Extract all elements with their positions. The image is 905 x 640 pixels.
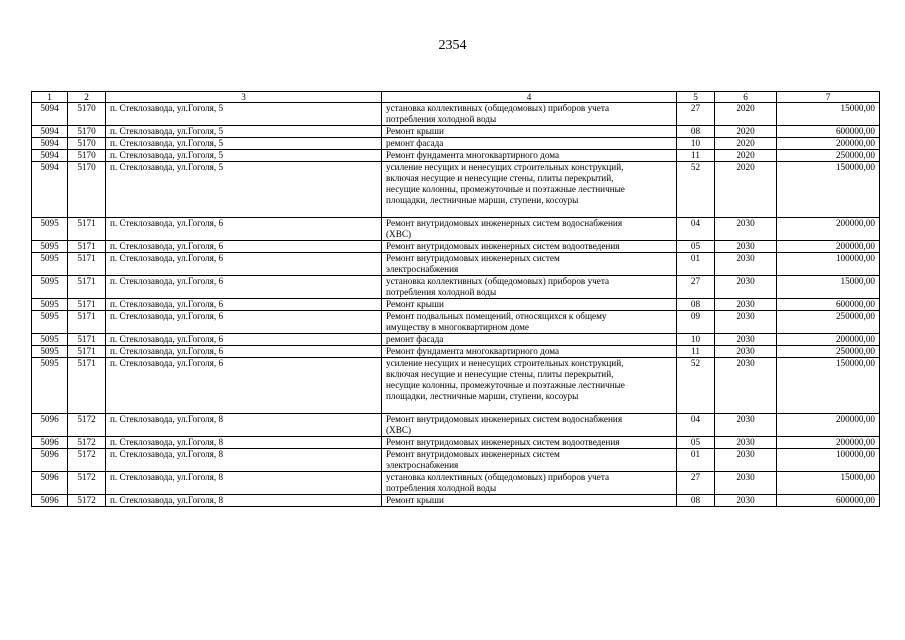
table-row xyxy=(32,276,880,299)
work-code-cell: 10 xyxy=(677,334,715,346)
work-description-line: (ХВС) xyxy=(386,425,412,435)
cost-cell: 200000,00 xyxy=(777,138,880,150)
year-cell: 2030 xyxy=(715,218,777,241)
year-cell: 2030 xyxy=(715,299,777,311)
address-cell: п. Стеклозавода, ул.Гоголя, 8 xyxy=(106,449,382,472)
work-description-line: имуществу в многоквартирном доме xyxy=(386,322,529,332)
work-code-cell: 11 xyxy=(677,346,715,358)
table-row xyxy=(32,472,880,495)
work-description-line: включая несущие и ненесущие стены, плиты перекрытий, xyxy=(386,369,614,379)
work-description-cell xyxy=(382,138,677,150)
year-cell: 2030 xyxy=(715,449,777,472)
work-code-cell: 27 xyxy=(677,276,715,299)
table-row xyxy=(32,126,880,138)
address-cell: п. Стеклозавода, ул.Гоголя, 6 xyxy=(106,346,382,358)
work-code-cell: 11 xyxy=(677,150,715,162)
year-cell: 2030 xyxy=(715,311,777,334)
address-cell: п. Стеклозавода, ул.Гоголя, 5 xyxy=(106,138,382,150)
work-code-cell: 08 xyxy=(677,126,715,138)
column-header: 2 xyxy=(68,92,106,103)
item-number-cell: 5094 xyxy=(32,126,68,138)
cost-cell: 150000,00 xyxy=(777,358,880,414)
address-cell: п. Стеклозавода, ул.Гоголя, 6 xyxy=(106,253,382,276)
house-code-cell: 5172 xyxy=(68,437,106,449)
page-number: 2354 xyxy=(438,38,467,53)
work-code-cell: 09 xyxy=(677,311,715,334)
cost-cell: 150000,00 xyxy=(777,162,880,218)
work-code-cell: 52 xyxy=(677,162,715,218)
work-description-line: Ремонт внутридомовых инженерных систем водоотведения xyxy=(386,241,620,251)
work-description-line: площадки, лестничные марши, ступени, косоуры xyxy=(386,195,579,205)
house-code-cell: 5171 xyxy=(68,299,106,311)
year-cell: 2030 xyxy=(715,414,777,437)
year-cell: 2030 xyxy=(715,276,777,299)
work-description-line: ремонт фасада xyxy=(386,138,444,148)
work-description-line: (ХВС) xyxy=(386,229,412,239)
cost-cell: 250000,00 xyxy=(777,150,880,162)
cost-cell: 250000,00 xyxy=(777,346,880,358)
table-row xyxy=(32,162,880,218)
work-description-line: установка коллективных (общедомовых) приборов учета xyxy=(386,276,610,286)
house-code-cell: 5170 xyxy=(68,126,106,138)
house-code-cell: 5171 xyxy=(68,241,106,253)
house-code-cell: 5170 xyxy=(68,150,106,162)
table-row xyxy=(32,358,880,414)
cost-cell: 15000,00 xyxy=(777,103,880,126)
work-description-line: ремонт фасада xyxy=(386,334,444,344)
item-number-cell: 5094 xyxy=(32,150,68,162)
table-row xyxy=(32,150,880,162)
address-cell: п. Стеклозавода, ул.Гоголя, 6 xyxy=(106,334,382,346)
item-number-cell: 5095 xyxy=(32,218,68,241)
work-description-line: усиление несущих и ненесущих строительных конструкций, xyxy=(386,358,624,368)
work-code-cell: 27 xyxy=(677,103,715,126)
year-cell: 2030 xyxy=(715,437,777,449)
work-description-cell xyxy=(382,334,677,346)
work-description-cell xyxy=(382,414,677,437)
house-code-cell: 5171 xyxy=(68,358,106,414)
work-description-line: несущие колонны, промежуточные и поэтажные лестничные xyxy=(386,380,625,390)
item-number-cell: 5094 xyxy=(32,162,68,218)
table-row xyxy=(32,437,880,449)
house-code-cell: 5172 xyxy=(68,414,106,437)
work-description-cell xyxy=(382,150,677,162)
cost-cell: 250000,00 xyxy=(777,311,880,334)
address-cell: п. Стеклозавода, ул.Гоголя, 6 xyxy=(106,299,382,311)
year-cell: 2020 xyxy=(715,126,777,138)
column-header: 4 xyxy=(382,92,677,103)
column-header: 5 xyxy=(677,92,715,103)
table-row xyxy=(32,253,880,276)
item-number-cell: 5096 xyxy=(32,495,68,507)
cost-cell: 15000,00 xyxy=(777,276,880,299)
year-cell: 2020 xyxy=(715,150,777,162)
address-cell: п. Стеклозавода, ул.Гоголя, 8 xyxy=(106,437,382,449)
work-description-line: Ремонт фундамента многоквартирного дома xyxy=(386,346,560,356)
item-number-cell: 5095 xyxy=(32,241,68,253)
house-code-cell: 5172 xyxy=(68,472,106,495)
address-cell: п. Стеклозавода, ул.Гоголя, 5 xyxy=(106,126,382,138)
table-row xyxy=(32,449,880,472)
work-description-cell xyxy=(382,311,677,334)
work-description-line: Ремонт крыши xyxy=(386,495,444,505)
column-header: 6 xyxy=(715,92,777,103)
address-cell: п. Стеклозавода, ул.Гоголя, 5 xyxy=(106,150,382,162)
house-code-cell: 5171 xyxy=(68,276,106,299)
work-code-cell: 10 xyxy=(677,138,715,150)
cost-cell: 100000,00 xyxy=(777,253,880,276)
work-description-cell xyxy=(382,449,677,472)
cost-cell: 600000,00 xyxy=(777,495,880,507)
work-description-cell xyxy=(382,472,677,495)
house-code-cell: 5170 xyxy=(68,138,106,150)
work-description-line: Ремонт крыши xyxy=(386,126,444,136)
work-code-cell: 05 xyxy=(677,241,715,253)
address-cell: п. Стеклозавода, ул.Гоголя, 5 xyxy=(106,103,382,126)
house-code-cell: 5172 xyxy=(68,449,106,472)
work-code-cell: 04 xyxy=(677,414,715,437)
year-cell: 2030 xyxy=(715,253,777,276)
year-cell: 2030 xyxy=(715,495,777,507)
item-number-cell: 5096 xyxy=(32,414,68,437)
work-description-cell xyxy=(382,103,677,126)
work-code-cell: 08 xyxy=(677,299,715,311)
cost-cell: 200000,00 xyxy=(777,218,880,241)
work-description-cell xyxy=(382,299,677,311)
header-row xyxy=(32,92,880,103)
table-row xyxy=(32,495,880,507)
work-description-line: площадки, лестничные марши, ступени, косоуры xyxy=(386,391,579,401)
work-code-cell: 27 xyxy=(677,472,715,495)
table-row xyxy=(32,103,880,126)
address-cell: п. Стеклозавода, ул.Гоголя, 8 xyxy=(106,495,382,507)
item-number-cell: 5095 xyxy=(32,299,68,311)
work-description-line: Ремонт внутридомовых инженерных систем xyxy=(386,253,560,263)
work-description-line: потребления холодной воды xyxy=(386,483,497,493)
work-description-cell xyxy=(382,276,677,299)
work-description-line: потребления холодной воды xyxy=(386,114,497,124)
house-code-cell: 5171 xyxy=(68,346,106,358)
item-number-cell: 5096 xyxy=(32,472,68,495)
house-code-cell: 5172 xyxy=(68,495,106,507)
item-number-cell: 5095 xyxy=(32,253,68,276)
works-table xyxy=(31,91,880,507)
house-code-cell: 5171 xyxy=(68,311,106,334)
work-code-cell: 05 xyxy=(677,437,715,449)
address-cell: п. Стеклозавода, ул.Гоголя, 6 xyxy=(106,241,382,253)
work-description-line: потребления холодной воды xyxy=(386,287,497,297)
column-header: 1 xyxy=(32,92,68,103)
house-code-cell: 5171 xyxy=(68,253,106,276)
work-description-line: Ремонт подвальных помещений, относящихся к общему xyxy=(386,311,607,321)
cost-cell: 200000,00 xyxy=(777,414,880,437)
work-description-line: несущие колонны, промежуточные и поэтажные лестничные xyxy=(386,184,625,194)
year-cell: 2030 xyxy=(715,346,777,358)
work-description-line: электроснабжения xyxy=(386,264,459,274)
item-number-cell: 5095 xyxy=(32,311,68,334)
item-number-cell: 5095 xyxy=(32,346,68,358)
work-description-cell xyxy=(382,162,677,218)
year-cell: 2020 xyxy=(715,138,777,150)
item-number-cell: 5096 xyxy=(32,449,68,472)
work-description-line: усиление несущих и ненесущих строительных конструкций, xyxy=(386,162,624,172)
work-description-line: установка коллективных (общедомовых) приборов учета xyxy=(386,103,610,113)
year-cell: 2020 xyxy=(715,103,777,126)
house-code-cell: 5170 xyxy=(68,162,106,218)
cost-cell: 200000,00 xyxy=(777,334,880,346)
work-description-line: Ремонт внутридомовых инженерных систем xyxy=(386,449,560,459)
cost-cell: 600000,00 xyxy=(777,299,880,311)
item-number-cell: 5094 xyxy=(32,138,68,150)
table-row xyxy=(32,218,880,241)
item-number-cell: 5095 xyxy=(32,334,68,346)
cost-cell: 200000,00 xyxy=(777,437,880,449)
work-description-line: Ремонт внутридомовых инженерных систем водоотведения xyxy=(386,437,620,447)
address-cell: п. Стеклозавода, ул.Гоголя, 6 xyxy=(106,311,382,334)
year-cell: 2030 xyxy=(715,334,777,346)
work-code-cell: 01 xyxy=(677,449,715,472)
work-description-cell xyxy=(382,437,677,449)
work-description-line: электроснабжения xyxy=(386,460,459,470)
year-cell: 2020 xyxy=(715,162,777,218)
work-description-cell xyxy=(382,346,677,358)
cost-cell: 15000,00 xyxy=(777,472,880,495)
year-cell: 2030 xyxy=(715,241,777,253)
house-code-cell: 5171 xyxy=(68,218,106,241)
table-row xyxy=(32,414,880,437)
item-number-cell: 5095 xyxy=(32,358,68,414)
work-description-line: установка коллективных (общедомовых) приборов учета xyxy=(386,472,610,482)
work-description-cell xyxy=(382,126,677,138)
work-description-cell xyxy=(382,218,677,241)
table-row xyxy=(32,334,880,346)
item-number-cell: 5094 xyxy=(32,103,68,126)
work-description-line: Ремонт внутридомовых инженерных систем водоснабжения xyxy=(386,218,623,228)
cost-cell: 600000,00 xyxy=(777,126,880,138)
table-row xyxy=(32,346,880,358)
column-header: 7 xyxy=(777,92,880,103)
cost-cell: 200000,00 xyxy=(777,241,880,253)
work-code-cell: 04 xyxy=(677,218,715,241)
table-row xyxy=(32,138,880,150)
house-code-cell: 5171 xyxy=(68,334,106,346)
work-description-cell xyxy=(382,358,677,414)
item-number-cell: 5095 xyxy=(32,276,68,299)
table-row xyxy=(32,299,880,311)
work-description-line: включая несущие и ненесущие стены, плиты перекрытий, xyxy=(386,173,614,183)
address-cell: п. Стеклозавода, ул.Гоголя, 5 xyxy=(106,162,382,218)
address-cell: п. Стеклозавода, ул.Гоголя, 6 xyxy=(106,276,382,299)
column-header: 3 xyxy=(106,92,382,103)
address-cell: п. Стеклозавода, ул.Гоголя, 6 xyxy=(106,218,382,241)
table-row xyxy=(32,241,880,253)
work-description-cell xyxy=(382,495,677,507)
cost-cell: 100000,00 xyxy=(777,449,880,472)
address-cell: п. Стеклозавода, ул.Гоголя, 6 xyxy=(106,358,382,414)
house-code-cell: 5170 xyxy=(68,103,106,126)
work-code-cell: 01 xyxy=(677,253,715,276)
work-description-cell xyxy=(382,253,677,276)
work-code-cell: 52 xyxy=(677,358,715,414)
work-description-line: Ремонт крыши xyxy=(386,299,444,309)
work-description-cell xyxy=(382,241,677,253)
address-cell: п. Стеклозавода, ул.Гоголя, 8 xyxy=(106,414,382,437)
address-cell: п. Стеклозавода, ул.Гоголя, 8 xyxy=(106,472,382,495)
work-description-line: Ремонт внутридомовых инженерных систем водоснабжения xyxy=(386,414,623,424)
table-row xyxy=(32,311,880,334)
work-code-cell: 08 xyxy=(677,495,715,507)
item-number-cell: 5096 xyxy=(32,437,68,449)
work-description-line: Ремонт фундамента многоквартирного дома xyxy=(386,150,560,160)
year-cell: 2030 xyxy=(715,358,777,414)
year-cell: 2030 xyxy=(715,472,777,495)
